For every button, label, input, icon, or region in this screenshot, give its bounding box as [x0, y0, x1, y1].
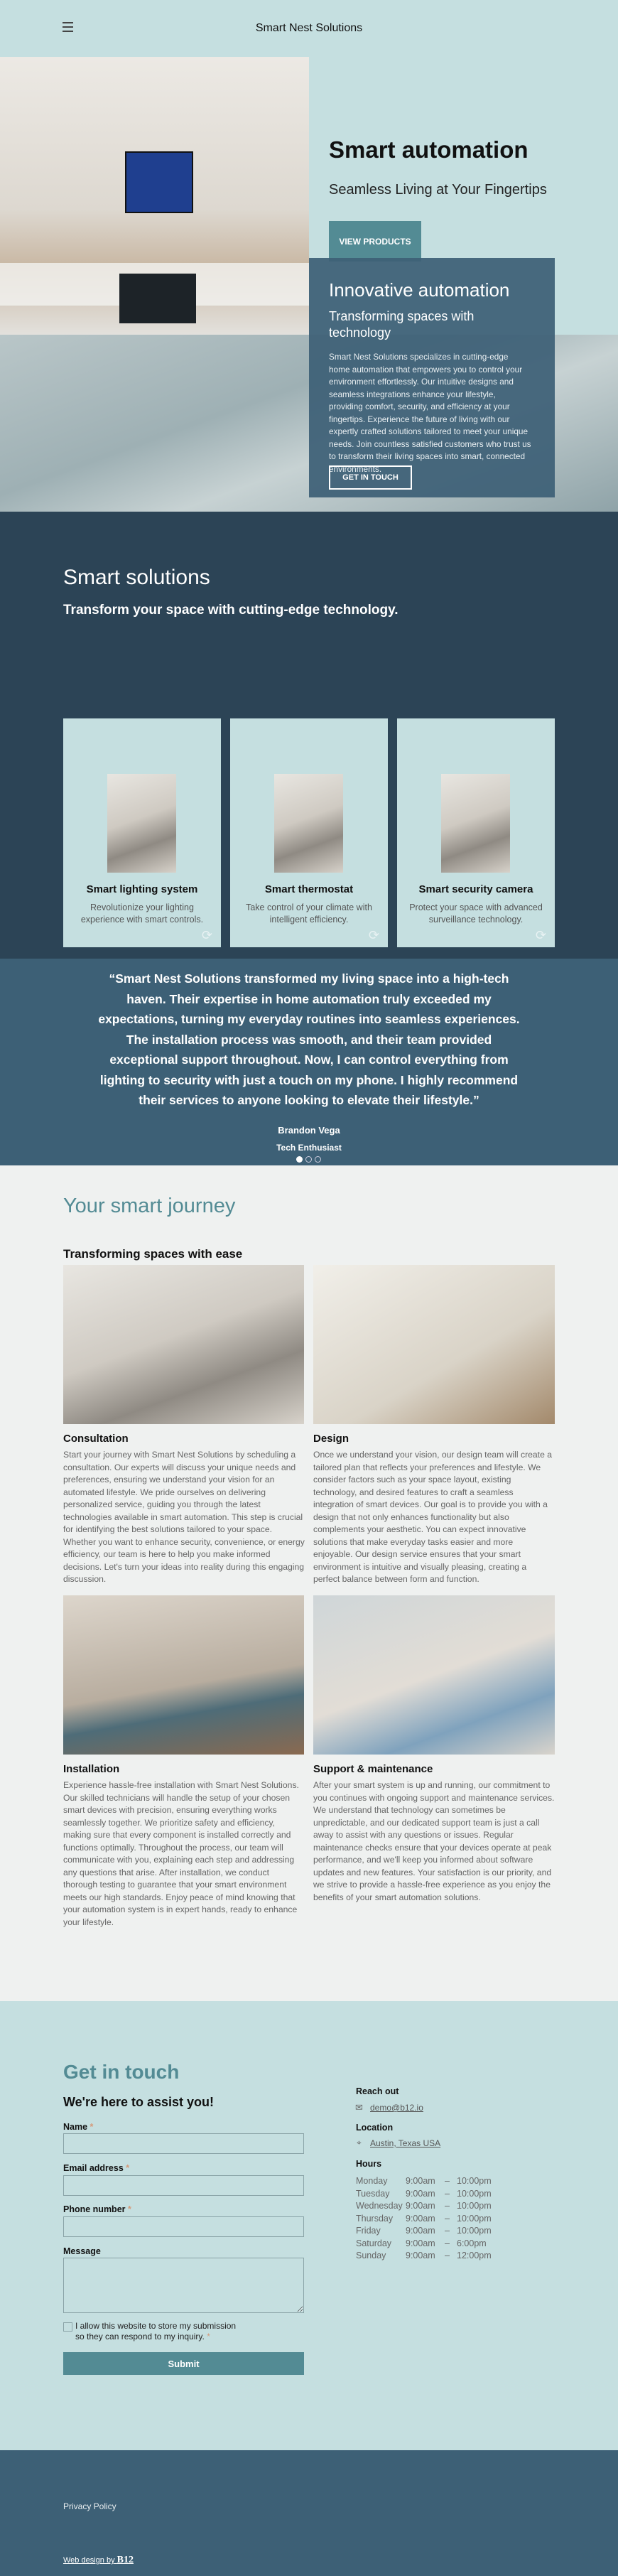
web-design-credit-link[interactable]: Web design by B12 — [63, 2555, 134, 2565]
about-title: Innovative automation — [329, 279, 510, 301]
about-subtitle: Transforming spaces with technology — [329, 309, 475, 340]
hours-row — [356, 2225, 492, 2238]
hours-close: 10:00pm — [457, 2201, 492, 2211]
carousel-dot[interactable] — [305, 1156, 312, 1163]
installation-image — [63, 1595, 304, 1755]
hours-day: Wednesday — [356, 2201, 403, 2211]
product-title: Smart thermostat — [264, 883, 354, 895]
site-footer — [0, 2450, 618, 2576]
name-input[interactable] — [63, 2133, 304, 2154]
hours-close: 10:00pm — [457, 2226, 492, 2236]
step-text: Once we understand your vision, our design team will create a tailored plan that reflects your preferences and lifestyle. We consider factors such as your space layout, existing technology, and desired features to craft a seamless integration of smart devices. Our goal is to provide you with a design that not only enhances functionality but also complements your aesthetic. You can expect innovative solutions that make everyday tasks easier and more enjoyable. Our design service ensures that your smart environment is intuitive and visually pleasing, creating a perfect balance between form and function. — [313, 1450, 553, 1584]
hours-open: 9:00am — [406, 2226, 435, 2236]
hours-open: 9:00am — [406, 2238, 435, 2248]
journey-step — [63, 1763, 305, 1929]
hours-close: 12:00pm — [457, 2251, 492, 2260]
journey-section — [0, 1165, 618, 2001]
phone-label: Phone number * — [63, 2204, 131, 2214]
testimonial-role: Tech Enthusiast — [276, 1143, 342, 1153]
email-label: Email address * — [63, 2163, 130, 2173]
hours-row — [356, 2250, 492, 2263]
design-image — [313, 1265, 555, 1424]
step-title: Support & maintenance — [313, 1763, 433, 1775]
hours-close: 10:00pm — [457, 2213, 492, 2224]
solutions-subtitle: Transform your space with cutting-edge technology. — [63, 603, 399, 618]
step-title: Design — [313, 1433, 349, 1445]
contact-title: Get in touch — [63, 2061, 180, 2083]
site-header — [0, 0, 618, 57]
about-panel — [309, 258, 555, 497]
consent-label: I allow this website to store my submission so they can respond to my inquiry. * — [75, 2321, 237, 2341]
product-title: Smart security camera — [418, 883, 533, 895]
hours-dash: – — [445, 2238, 450, 2248]
phone-input[interactable] — [63, 2216, 304, 2237]
hours-day: Friday — [356, 2226, 381, 2236]
carousel-dot[interactable] — [315, 1156, 321, 1163]
product-title: Smart lighting system — [86, 883, 198, 895]
name-label: Name * — [63, 2122, 94, 2132]
hours-day: Sunday — [356, 2251, 386, 2260]
site-title[interactable]: Smart Nest Solutions — [255, 22, 363, 34]
step-text: After your smart system is up and running, our commitment to you continues with ongoing support and maintenance services. We understand that technology can sometimes be unpredictable, and our dedicated support team is just a call away to assist with any questions or issues. Regular maintenance checks ensure that your devices operate at peak performance, and we'll keep you informed about software updates and new features. Your satisfaction is our priority, and we strive to provide a hassle-free experience as you enjoy the benefits of your smart automation solutions. — [313, 1780, 555, 1902]
hours-dash: – — [445, 2188, 450, 2199]
hours-dash: – — [445, 2176, 450, 2186]
hours-open: 9:00am — [406, 2201, 435, 2211]
product-image — [107, 774, 176, 873]
envelope-icon: ✉ — [355, 2102, 363, 2113]
refresh-icon: ⟳ — [201, 928, 212, 942]
hero-title: Smart automation — [329, 136, 528, 163]
step-text: Start your journey with Smart Nest Solutions by scheduling a consultation. Our experts will discuss your unique needs and preferences, ensuring we understand your vision for an automated lifestyle. We pride ourselves on delivering personalized service, guiding you through the latest technologies available in smart automation. This step is crucial for identifying the best solutions tailored to your space. Whether you want to enhance security, convenience, or energy efficiency, our team is here to help you make informed decisions. Let's turn your ideas into reality during this engaging discussion. — [63, 1450, 305, 1584]
hours-row — [356, 2238, 492, 2251]
product-description: Protect your space with advanced surveillance technology. — [409, 902, 543, 925]
hours-day: Tuesday — [356, 2188, 390, 2199]
privacy-policy-link[interactable]: Privacy Policy — [63, 2501, 116, 2511]
consent-checkbox[interactable] — [63, 2322, 72, 2332]
product-image — [274, 774, 343, 873]
product-card[interactable] — [397, 718, 555, 947]
product-description: Revolutionize your lighting experience with smart controls. — [80, 902, 204, 925]
location-label: Location — [356, 2123, 394, 2133]
solutions-title: Smart solutions — [63, 566, 210, 589]
product-description: Take control of your climate with intelligent efficiency. — [246, 902, 372, 925]
message-label: Message — [63, 2246, 101, 2256]
step-title: Installation — [63, 1763, 120, 1775]
carousel-dot-active[interactable] — [296, 1156, 303, 1163]
hours-close: 6:00pm — [457, 2238, 487, 2248]
reach-out-label: Reach out — [356, 2086, 399, 2096]
product-image — [441, 774, 510, 873]
hours-day: Thursday — [356, 2213, 394, 2224]
email-link[interactable]: demo@b12.io — [370, 2103, 423, 2113]
b12-logo: B12 — [116, 2555, 134, 2565]
testimonial-name: Brandon Vega — [278, 1125, 340, 1136]
hours-row — [356, 2175, 492, 2188]
product-card[interactable] — [230, 718, 388, 947]
hero-subtitle: Seamless Living at Your Fingertips — [329, 182, 547, 198]
refresh-icon: ⟳ — [535, 928, 546, 942]
hours-day: Saturday — [356, 2238, 392, 2248]
view-products-button[interactable]: VIEW PRODUCTS — [329, 221, 421, 262]
submit-button[interactable]: Submit — [63, 2352, 304, 2375]
journey-subtitle: Transforming spaces with ease — [63, 1247, 243, 1261]
hours-open: 9:00am — [406, 2188, 435, 2199]
email-input[interactable] — [63, 2175, 304, 2196]
journey-step — [313, 1433, 555, 1586]
hours-dash: – — [445, 2213, 450, 2224]
consultation-image — [63, 1265, 304, 1424]
testimonial-section — [0, 959, 618, 1165]
hours-row — [356, 2188, 492, 2201]
product-card[interactable] — [63, 718, 221, 947]
hours-dash: – — [445, 2201, 450, 2211]
support-image — [313, 1595, 555, 1755]
hours-open: 9:00am — [406, 2251, 435, 2260]
hours-row — [356, 2200, 492, 2213]
contact-section — [0, 2001, 618, 2450]
hours-open: 9:00am — [406, 2213, 435, 2224]
message-textarea[interactable] — [63, 2258, 304, 2313]
step-title: Consultation — [63, 1433, 129, 1445]
refresh-icon: ⟳ — [368, 928, 379, 942]
hours-dash: – — [445, 2251, 450, 2260]
contact-subtitle: We're here to assist you! — [63, 2095, 215, 2109]
step-text: Experience hassle-free installation with Smart Nest Solutions. Our skilled technicians will handle the setup of your chosen smart devices with precision, ensuring everything works seamlessly together. We prioritize safety and efficiency, making sure that every component is installed correctly and functions optimally. Throughout the process, our team will communicate with you, explaining each step and addressing any questions that arise. After installation, we conduct thorough testing to guarantee that your smart environment meets our high standards. Enjoy peace of mind knowing that your automation system is in expert hands, ready to enhance your lifestyle. — [63, 1780, 299, 1927]
location-link[interactable]: Austin, Texas USA — [370, 2138, 441, 2148]
get-in-touch-button[interactable]: GET IN TOUCH — [329, 465, 412, 490]
hours-close: 10:00pm — [457, 2176, 492, 2186]
testimonial-quote: “Smart Nest Solutions transformed my living space into a high-tech haven. Their expertise in home automation truly exceeded my expectations, turning my everyday routines into seamless experiences. The installation process was smooth, and their team provided exceptional support throughout. Now, I can control everything from lighting to security with just a touch on my phone. I highly recommend their services to anyone looking to elevate their lifestyle.” — [98, 971, 520, 1107]
journey-step — [313, 1763, 555, 1904]
journey-step — [63, 1433, 305, 1586]
journey-title: Your smart journey — [63, 1195, 236, 1217]
solutions-section — [0, 512, 618, 959]
about-body: Smart Nest Solutions specializes in cutting-edge home automation that empowers you to control your environment effortlessly. Our intuitive designs and seamless integrations enhance your lifestyle, providing comfort, security, and efficiency at your fingertips. Experience the future of living with our expertly crafted solutions tailored to meet your unique needs. Join countless satisfied customers who trust us to transform their living spaces into smart, connected environments. — [329, 352, 531, 474]
hours-row — [356, 2213, 492, 2226]
hero-image — [0, 57, 309, 335]
hours-table — [356, 2175, 492, 2263]
map-pin-icon: ⌖ — [357, 2138, 362, 2147]
carousel-dots — [296, 1156, 321, 1163]
hours-open: 9:00am — [406, 2176, 435, 2186]
hours-dash: – — [445, 2226, 450, 2236]
hours-day: Monday — [356, 2176, 388, 2186]
hours-label: Hours — [356, 2159, 382, 2169]
hours-close: 10:00pm — [457, 2188, 492, 2199]
